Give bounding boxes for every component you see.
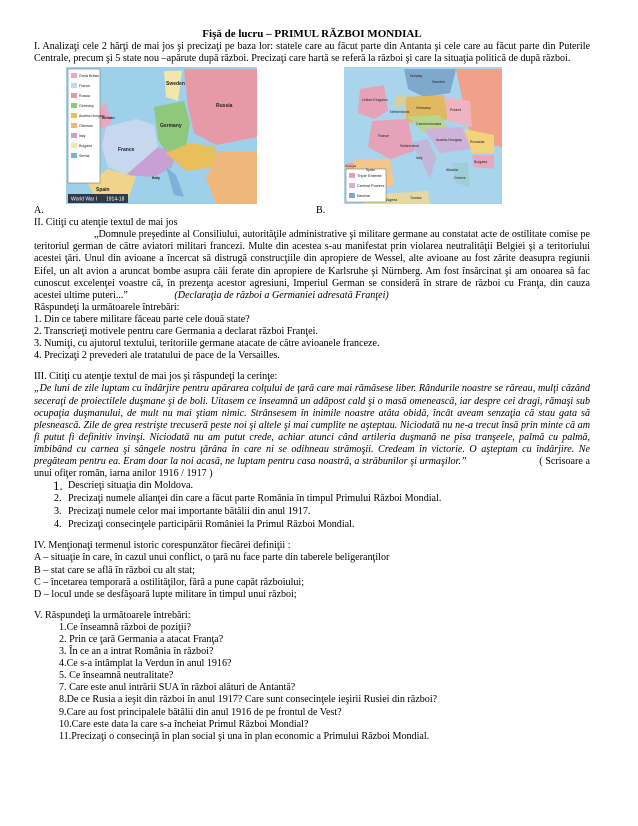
section-5-question: 1.Ce înseamnă război de poziţii? — [59, 621, 192, 633]
map-b-legend-2: Neutral — [357, 193, 370, 199]
section-3-item: 3. Precizaţi numele celor mai importante bătălii din anul 1917. — [54, 505, 311, 517]
section-3-item: 2. Precizaţi numele alianţei din care a făcut parte România în timpul Primului Război Mondial. — [54, 492, 442, 504]
map-a-legend-8: Serbia — [79, 154, 90, 159]
maps-row — [34, 67, 590, 204]
map-labels-row — [34, 204, 590, 217]
map-a-wwi-europe — [66, 67, 257, 204]
section-2-quote-text: „Domnule preşedinte al Consiliului, autorităţile administrative şi militare germane au constatat acte de ostilitate comise pe teritoriul german de către aviatori militari francezi. Multe din acestea s-au manifestat prin violarea neutralităţii Belgiei şi a teritoriului acestei ţări. Unul din avioane a încercat să distrugă construcţiile din apropiere de Wessel, alte avioane au fost zărite deasupra regiunii Eifel, un alt avion a aruncat bombe asupra căii ferate din apropiere de Karlsruhe şi Nürnberg. Am fost însărcinat şi am onoarea să fac cunoscut excelenţei voastre că, în prezenţa acestor agresiuni, Imperiul German se consideră în strare de război cu Franţa, din cauza acestei ultime puteri...” — [34, 229, 590, 301]
page-title: Fişă de lucru – PRIMUL RĂZBOI MONDIAL — [202, 28, 422, 40]
map-b-legend-1: Central Powers — [357, 183, 385, 189]
map-a-bottom-title: World War I — [71, 196, 98, 203]
section-1-instructions: I. Analizaţi cele 2 hărţi de mai jos şi precizaţi pe baza lor: statele care au făcut parte din Antanta şi cele care au făcut parte din Puterile Centrale, precum şi 5 state nou –apărute după război. Precizaţi care hartă se referă la război şi care la situaţia politică de după război. — [34, 41, 590, 65]
map-a-legend-2: Russia — [79, 94, 90, 99]
map-b-caption: B. — [316, 205, 326, 217]
section-2-title: II. Citiţi cu atenţie textul de mai jos — [34, 217, 178, 229]
map-a-bottom-year: 1914-18 — [106, 196, 125, 203]
section-2-question-3: 3. Numiţi, cu ajutorul textului, teritoriile germane atacate de către avioanele franceze. — [34, 338, 380, 350]
map-b-label-8: Austria-Hungary — [436, 138, 462, 143]
section-3-item: 4. Precizaţi consecinţele participării României la Primul Război Mondial. — [54, 518, 355, 530]
map-b-label-9: Switzerland — [400, 144, 419, 149]
section-3-item: 1. Descrieţi situaţia din Moldova. — [53, 478, 194, 494]
map-b-label-4: Germany — [416, 106, 431, 111]
section-2-question-2: 2. Transcrieţi motivele pentru care Germania a declarat război Franţei. — [34, 326, 318, 338]
section-2-answer-header: Răspundeţi la următoarele întrebări: — [34, 301, 180, 313]
map-a-label-3: France — [118, 147, 135, 154]
map-a-image — [66, 67, 257, 204]
section-3-title: III. Citiţi cu atenţie textul de mai jos şi răspundeţi la cerinţe: — [34, 371, 278, 383]
section-2-quote — [34, 229, 590, 302]
map-b-label-3: Netherlands — [390, 110, 410, 115]
map-b-label-0: Norway — [410, 74, 423, 79]
map-b-label-15: Algeria — [386, 198, 398, 203]
map-b-label-12: Bulgaria — [474, 160, 488, 165]
section-4-item-b: B – stat care se află în război cu alt stat; — [34, 564, 195, 576]
section-2-question-1: 1. Din ce tabere militare făceau parte cele două state? — [34, 313, 250, 325]
map-a-legend-6: Italy — [79, 134, 86, 139]
map-b-label-16: Tunisia — [410, 196, 422, 201]
map-a-legend-3: Germany — [79, 104, 94, 109]
map-a-legend-4: Austria-Hungary — [79, 114, 105, 119]
map-b-label-18: Greece — [454, 176, 466, 181]
map-b-label-6: Czechoslovakia — [416, 122, 442, 127]
section-4-title: IV. Menţionaţi termenul istoric corespunzător fiecărei definiţii : — [34, 540, 291, 552]
section-5-question: 10.Care este data la care s-a încheiat Primul Război Mondial? — [59, 718, 309, 730]
section-5-title: V. Răspundeţi la următoarele întrebări: — [34, 609, 191, 621]
section-5-question: 9.Care au fost principalele bătălii din anul 1916 de pe frontul de Vest? — [59, 706, 342, 718]
map-a-legend-7: Bulgaria — [79, 144, 93, 149]
section-2-question-4: 4. Precizaţi 2 prevederi ale tratatului de pace de la Versailles. — [34, 350, 280, 362]
map-a-label-2: Germany — [160, 123, 182, 130]
map-a-legend-5: Ottoman — [79, 124, 93, 129]
section-4-item-c: C – încetarea temporară a ostilităţilor, fără a pune capăt războiului; — [34, 576, 305, 588]
map-b-postwar-europe — [344, 67, 502, 204]
map-b-label-10: Romania — [470, 140, 485, 145]
section-3-quote — [34, 383, 590, 480]
section-5-question: 2. Prin ce ţară Germania a atacat Franţa? — [59, 634, 224, 645]
section-5-question: 3. În ce an a intrat România în război? — [59, 646, 214, 658]
section-3-quote-text: „De luni de zile luptam cu îndârjire pentru apărarea colţului de ţară care mai rămăsese liber. Rândurile noastre se răreau, mulţi căzând seceraţi de proiectilele duşmane şi de boli. Uitasem ce înseamnă un adăpost cald şi o masă omenească, iar despre cei dragi, rămaşi sub ocupaţia duşmanului, de mult nu mai ştiam nimic. Strânsesem în inimile noastre atâta obidă, încât aveam senzaţia că stau gata să plesnească. Zile de grea restrişte trecuseră peste noi şi altele şi mai cumplite ne aşteptau. Niciodată nu ne-a trecut însă prin minte că am fi putut fi definitiv învinşi. Niciodată nu am putut crede, achiar atunci când artileria duşmană ne pisa tranşeele, palmă cu palmă, îmbibând cu carnea şi sângele nostru ţărâna în care ni se odihneau strămoşii. Credeam în victorie. O aşteptam cu îndârjire. Ne pregăteam pentru ea. Eram doar la noi acasă, ne luptam pentru casa noastră, a străbunilor şi urmaşilor.” — [34, 383, 590, 467]
map-b-image — [344, 67, 502, 204]
map-b-label-11: Italy — [416, 156, 423, 161]
map-b-legend-0: Triple Entente — [357, 173, 382, 179]
section-5-question: 5. Ce înseamnă neutralitate? — [59, 670, 174, 682]
map-a-legend-1: France — [79, 84, 91, 89]
section-3-list — [34, 480, 590, 531]
map-a-label-5: Britain — [102, 115, 115, 121]
map-a-label-6: Italy — [152, 175, 161, 181]
section-5-question: 8.De ce Rusia a ieşit din război în anul 1917? Care sunt consecinţele ieşirii Rusiei din război? — [59, 694, 438, 706]
section-5-question: 4.Ce s-a întâmplat la Verdun în anul 1916? — [59, 658, 232, 670]
map-a-legend-0: Great Britain — [79, 74, 100, 79]
section-4-item-d: D – locul unde se desfăşoară lupte militare în timpul unui război; — [34, 588, 297, 600]
map-b-label-2: United Kingdom — [362, 98, 388, 103]
section-3-source: ( Scrisoare a unui ofiţer român, iarna anilor 1916 / 1917 ) — [34, 455, 590, 480]
map-b-label-14: Portugal — [345, 164, 357, 169]
map-a-label-1: Russia — [216, 103, 233, 110]
section-5-question: 11.Precizaţi o consecinţă în plan social şi una în plan economic a Primului Război Mondial. — [59, 730, 430, 742]
map-a-label-0: Sweden — [166, 81, 185, 88]
section-5-question: 7. Care este anul intrării SUA în război alături de Antantă? — [59, 682, 296, 694]
section-5 — [34, 610, 590, 743]
map-b-label-13: Spain — [366, 168, 376, 173]
section-2-source: (Declaraţia de război a Germaniei adresată Franţei) — [174, 289, 389, 301]
map-b-label-17: Albania — [446, 168, 458, 173]
map-a-caption: A. — [34, 205, 44, 217]
map-a-label-4: Spain — [96, 187, 110, 194]
map-b-label-1: Sweden — [432, 80, 445, 85]
section-4-item-a: A – situaţie în care, în cazul unui conflict, o ţară nu face parte din taberele beligeranţilor — [34, 552, 390, 564]
map-b-label-7: France — [378, 134, 390, 139]
map-b-label-5: Poland — [450, 108, 462, 113]
